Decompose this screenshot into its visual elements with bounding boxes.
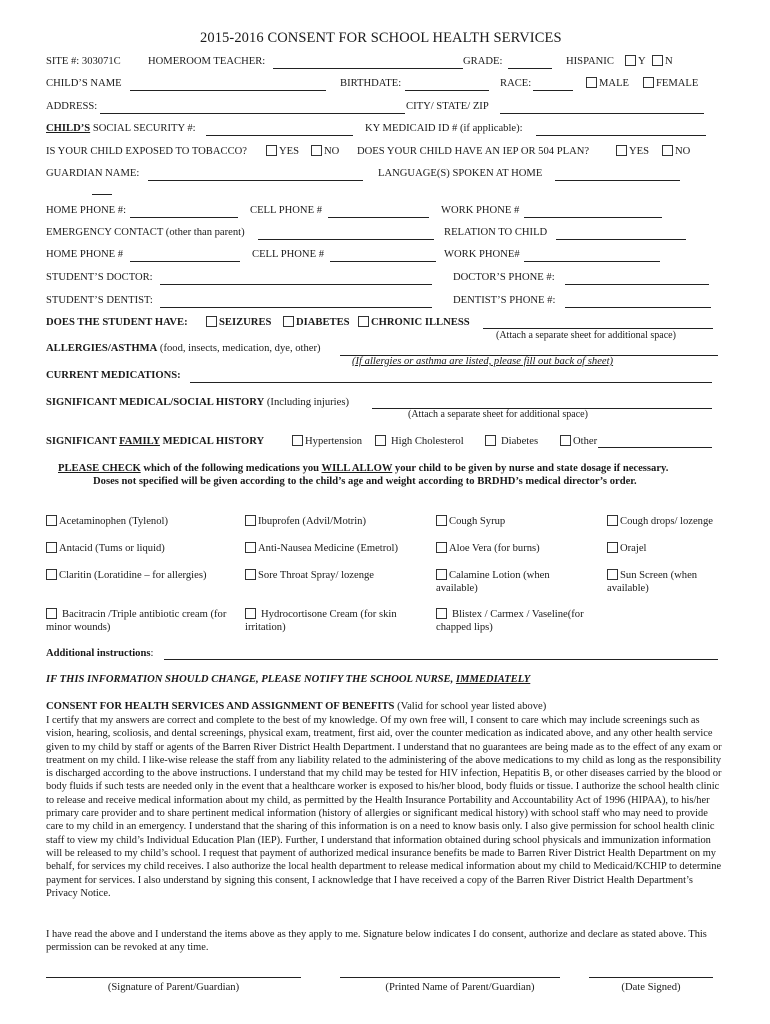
male-label: MALE (599, 78, 630, 89)
aloe-vera-checkbox[interactable] (436, 542, 447, 553)
cell-phone-label: CELL PHONE # (250, 205, 322, 216)
seizures-label: SEIZURES (219, 317, 272, 328)
hispanic-no-label: N (665, 56, 673, 67)
current-medications-field[interactable] (190, 382, 712, 383)
ibuprofen-label: Ibuprofen (Advil/Motrin) (258, 516, 366, 527)
signature-line[interactable] (46, 977, 301, 978)
race-label: RACE: (500, 78, 532, 89)
history-label: SIGNIFICANT MEDICAL/SOCIAL HISTORY (Including injuries) (46, 397, 349, 408)
medicaid-label: KY MEDICAID ID # (if applicable): (365, 123, 523, 134)
relation-field[interactable] (556, 239, 686, 240)
anti-nausea-label: Anti-Nausea Medicine (Emetrol) (258, 543, 399, 554)
iep-yes-checkbox[interactable] (616, 145, 627, 156)
date-signed-line[interactable] (589, 977, 713, 978)
guardian-field-continued[interactable] (92, 194, 112, 195)
cough-syrup-checkbox[interactable] (436, 515, 447, 526)
relation-label: RELATION TO CHILD (444, 227, 548, 238)
cough-syrup-label: Cough Syrup (449, 516, 506, 527)
iep-yes-label: YES (629, 146, 650, 157)
doctor-field[interactable] (160, 284, 432, 285)
blistex-checkbox[interactable] (436, 608, 447, 619)
acetaminophen-checkbox[interactable] (46, 515, 57, 526)
cough-drops-checkbox[interactable] (607, 515, 618, 526)
form-title: 2015-2016 CONSENT FOR SCHOOL HEALTH SERVICES (200, 30, 562, 46)
language-field[interactable] (555, 180, 680, 181)
additional-instructions-field[interactable] (164, 659, 718, 660)
work-phone-field[interactable] (524, 217, 662, 218)
blistex-label: Blistex / Carmex / Vaseline(for chapped lips) (436, 609, 584, 633)
grade-field[interactable] (508, 68, 552, 69)
dentist-label: STUDENT’S DENTIST: (46, 295, 153, 306)
claritin-checkbox[interactable] (46, 569, 57, 580)
signature-label: (Signature of Parent/Guardian) (107, 982, 240, 993)
anti-nausea-checkbox[interactable] (245, 542, 256, 553)
grade-label: GRADE: (463, 56, 503, 67)
sunscreen-checkbox[interactable] (607, 569, 618, 580)
ssn-field[interactable] (206, 135, 353, 136)
work-phone-label: WORK PHONE # (441, 205, 520, 216)
diabetes-label: DIABETES (296, 317, 350, 328)
homeroom-label: HOMEROOM TEACHER: (148, 56, 266, 67)
family-other-field[interactable] (598, 447, 712, 448)
city-state-zip-label: CITY/ STATE/ ZIP (406, 101, 489, 112)
hispanic-no-checkbox[interactable] (652, 55, 663, 66)
doctor-phone-field[interactable] (565, 284, 709, 285)
iep-no-label: NO (675, 146, 691, 157)
tobacco-yes-checkbox[interactable] (266, 145, 277, 156)
claritin-label: Claritin (Loratidine – for allergies) (59, 570, 207, 581)
emergency-cell-phone-field[interactable] (330, 261, 436, 262)
consent-heading: CONSENT FOR HEALTH SERVICES AND ASSIGNMENT OF BENEFITS (Valid for school year listed above) (46, 701, 547, 712)
homeroom-field[interactable] (273, 68, 463, 69)
aloe-vera-label: Aloe Vera (for burns) (449, 543, 540, 554)
hydrocortisone-checkbox[interactable] (245, 608, 256, 619)
antacid-label: Antacid (Tums or liquid) (59, 543, 165, 554)
ibuprofen-checkbox[interactable] (245, 515, 256, 526)
female-checkbox[interactable] (643, 77, 654, 88)
site-number: SITE #: 303071C (46, 56, 121, 67)
dentist-phone-label: DENTIST’S PHONE #: (453, 295, 556, 306)
home-phone-label: HOME PHONE #: (46, 205, 127, 216)
chronic-illness-checkbox[interactable] (358, 316, 369, 327)
printed-name-line[interactable] (340, 977, 560, 978)
tobacco-no-label: NO (324, 146, 340, 157)
emergency-work-phone-label: WORK PHONE# (444, 249, 520, 260)
consent-agreement: I have read the above and I understand the items above as they apply to me. Signature below indicates I do consent, authorize and declare as stated above. This permission can be revoked at any time. (46, 929, 707, 954)
hispanic-yes-checkbox[interactable] (625, 55, 636, 66)
ssn-label: CHILD’S SOCIAL SECURITY #: (46, 123, 196, 134)
antacid-checkbox[interactable] (46, 542, 57, 553)
date-signed-label: (Date Signed) (621, 982, 681, 993)
cough-drops-label: Cough drops/ lozenge (620, 516, 713, 527)
bacitracin-checkbox[interactable] (46, 608, 57, 619)
sore-throat-label: Sore Throat Spray/ lozenge (258, 570, 375, 581)
emergency-contact-label: EMERGENCY CONTACT (other than parent) (46, 227, 245, 238)
orajel-checkbox[interactable] (607, 542, 618, 553)
calamine-checkbox[interactable] (436, 569, 447, 580)
printed-name-label: (Printed Name of Parent/Guardian) (385, 982, 535, 993)
doctor-label: STUDENT’S DOCTOR: (46, 272, 153, 283)
child-name-field[interactable] (130, 90, 326, 91)
address-field[interactable] (100, 113, 405, 114)
hispanic-yes-label: Y (638, 56, 646, 67)
hypertension-label: Hypertension (305, 436, 363, 447)
emergency-contact-field[interactable] (258, 239, 434, 240)
home-phone-field[interactable] (130, 217, 238, 218)
additional-instructions-label: Additional instructions: (46, 648, 154, 659)
history-attach-note: (Attach a separate sheet for additional space) (408, 409, 588, 420)
city-state-zip-field[interactable] (500, 113, 704, 114)
seizures-checkbox[interactable] (206, 316, 217, 327)
allergies-note: (If allergies or asthma are listed, please fill out back of sheet) (352, 356, 614, 367)
hydrocortisone-label: Hydrocortisone Cream (for skin irritation) (245, 609, 397, 633)
dentist-field[interactable] (160, 307, 432, 308)
high-cholesterol-label: High Cholesterol (391, 436, 464, 447)
chronic-illness-label: CHRONIC ILLNESS (371, 317, 470, 328)
guardian-label: GUARDIAN NAME: (46, 168, 140, 179)
chronic-illness-field[interactable] (483, 328, 713, 329)
consent-body: I certify that my answers are correct and complete to the best of my knowledge. Of my own free will, I consent to care which may include screenings such as vision, hearing, scoliosis, and dental screenings, physical exam, treatment, first aid, over the counter medication as indicated above, and any other health service given to my child by staff or agents of the Barren River District Health Department. I understand that no guarantees are being made as to the effect of any exam or treatment on my child. I like-wise release the staff from any liability related to the administering of the above medications to my child as long as the responsibility is discharged according to the above instructions. I understand that my child may be tested for HIV infection, Hepatitis B, or other diseases carried by the blood or body fluids if such tests are needed only in the event that a healthcare worker is exposed to his/her blood, body fluids or tissue. I authorize the school health clinic to release and receive medical information about my child, as permitted by the Health Insurance Portability and Accountability Act of 1996 (HIPAA), to his/her primary care provider and to share pertinent medical information (history of allergies or significant medical history) with school staff who may need to provide care to my child in an emergency. I understand that the sharing of this information is on a need to know basis only. I also give permission for school health clinic staff to view my child’s Individual Education Plan (IEP). Further, I understand that information obtained during school physicals and immunization information will be released to my child’s school. I request that payment of authorized medical insurance benefits be made to Barren River District Health Department on my behalf, for services my child receives. I also authorize the local health department to release medical information about my child to Medicaid/KCHIP to determine payment for services. I also understand by signing this consent, I acknowledge that I have received a copy of the Barren River District Health Department’s Privacy Notice. (46, 715, 722, 899)
sore-throat-checkbox[interactable] (245, 569, 256, 580)
notify-nurse-notice: IF THIS INFORMATION SHOULD CHANGE, PLEASE NOTIFY THE SCHOOL NURSE, IMMEDIATELY (46, 674, 531, 685)
current-medications-label: CURRENT MEDICATIONS: (46, 370, 181, 381)
emergency-cell-phone-label: CELL PHONE # (252, 249, 324, 260)
tobacco-no-checkbox[interactable] (311, 145, 322, 156)
guardian-field[interactable] (148, 180, 363, 181)
allergies-label: ALLERGIES/ASTHMA (food, insects, medication, dye, other) (46, 343, 321, 354)
address-label: ADDRESS: (46, 101, 98, 112)
bacitracin-label: Bacitracin /Triple antibiotic cream (for minor wounds) (46, 609, 227, 633)
iep-no-checkbox[interactable] (662, 145, 673, 156)
hispanic-label: HISPANIC (566, 56, 614, 67)
orajel-label: Orajel (620, 543, 647, 554)
sunscreen-label: Sun Screen (when available) (607, 570, 698, 594)
family-diabetes-checkbox[interactable] (485, 435, 496, 446)
emergency-home-phone-label: HOME PHONE # (46, 249, 124, 260)
doctor-phone-label: DOCTOR’S PHONE #: (453, 272, 555, 283)
acetaminophen-label: Acetaminophen (Tylenol) (59, 516, 168, 527)
cell-phone-field[interactable] (328, 217, 429, 218)
iep-label: DOES YOUR CHILD HAVE AN IEP OR 504 PLAN? (357, 146, 590, 157)
medication-instructions-line1: PLEASE CHECK which of the following medications you WILL ALLOW your child to be given by nurse and state dosage if necessary. (58, 463, 669, 474)
tobacco-label: IS YOUR CHILD EXPOSED TO TOBACCO? (46, 146, 248, 157)
conditions-label: DOES THE STUDENT HAVE: (46, 317, 188, 328)
conditions-attach-note: (Attach a separate sheet for additional space) (496, 330, 676, 341)
dentist-phone-field[interactable] (565, 307, 711, 308)
family-other-label: Other (573, 436, 598, 447)
high-cholesterol-checkbox[interactable] (375, 435, 386, 446)
emergency-home-phone-field[interactable] (130, 261, 240, 262)
birthdate-label: BIRTHDATE: (340, 78, 402, 89)
medicaid-field[interactable] (536, 135, 706, 136)
diabetes-checkbox[interactable] (283, 316, 294, 327)
birthdate-field[interactable] (405, 90, 489, 91)
hypertension-checkbox[interactable] (292, 435, 303, 446)
medication-instructions-line2: Doses not specified will be given according to the child’s age and weight according to BRDHD’s medical director’s order. (93, 476, 637, 487)
language-label: LANGUAGE(S) SPOKEN AT HOME (378, 168, 543, 179)
female-label: FEMALE (656, 78, 699, 89)
calamine-label: Calamine Lotion (when available) (436, 570, 550, 594)
tobacco-yes-label: YES (279, 146, 300, 157)
race-field[interactable] (533, 90, 573, 91)
child-name-label: CHILD’S NAME (46, 78, 122, 89)
family-other-checkbox[interactable] (560, 435, 571, 446)
family-history-label: SIGNIFICANT FAMILY MEDICAL HISTORY (46, 436, 265, 447)
family-diabetes-label: Diabetes (501, 436, 539, 447)
emergency-work-phone-field[interactable] (524, 261, 660, 262)
male-checkbox[interactable] (586, 77, 597, 88)
